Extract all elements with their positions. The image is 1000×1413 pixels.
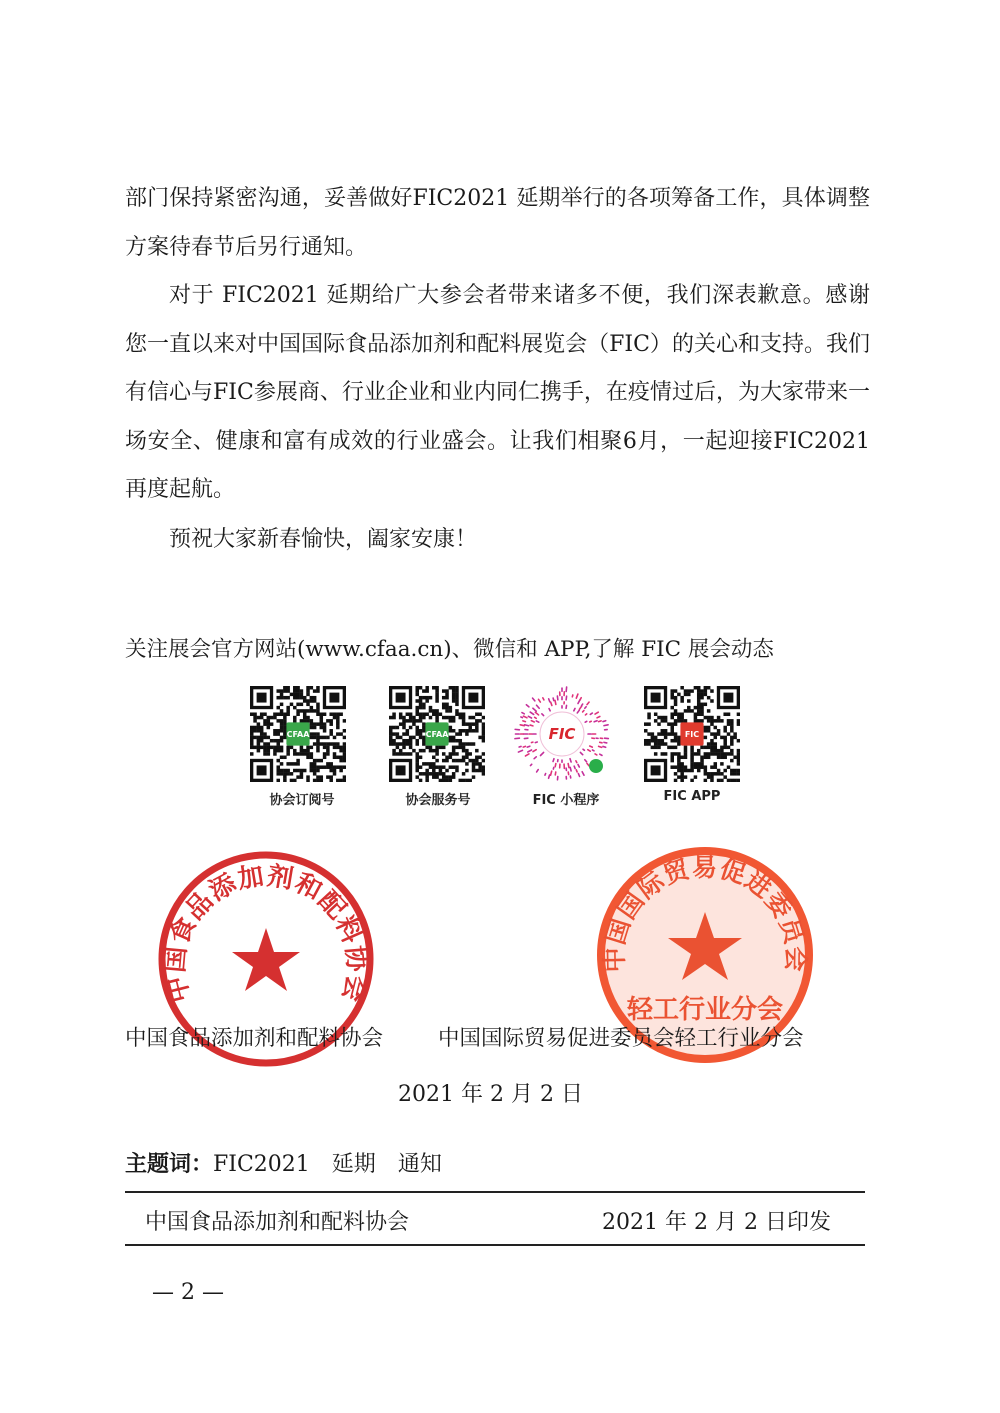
follow-notice: 关注展会官方网站(www.cfaa.cn)、微信和 APP,了解 FIC 展会动态 bbox=[125, 637, 774, 662]
qr-label-subscription: 协会订阅号 bbox=[269, 793, 335, 808]
keywords-label: 主题词： bbox=[125, 1152, 214, 1177]
svg-text:FIC: FIC bbox=[684, 729, 700, 739]
svg-text:CFAA: CFAA bbox=[286, 729, 310, 739]
keywords-line bbox=[125, 1148, 442, 1182]
qr-label-mini-program: FIC 小程序 bbox=[532, 793, 600, 808]
footer-issue-date: 2021 年 2 月 2 日印发 bbox=[602, 1210, 831, 1235]
document-date: 2021 年 2 月 2 日 bbox=[398, 1082, 583, 1107]
body-paragraph-3: 预祝大家新春愉快，阖家安康！ bbox=[169, 527, 478, 552]
keyword-item: 通知 bbox=[397, 1152, 442, 1177]
body-paragraph-1: 部门保持紧密沟通，妥善做好FIC2021 延期举行的各项筹备工作，具体调整方案待春节后另行通知。 bbox=[125, 186, 870, 260]
seal-left-text: 中国食品添加剂和配料协会 bbox=[160, 861, 372, 1006]
signature-left: 中国食品添加剂和配料协会 bbox=[125, 1026, 384, 1051]
keyword-item: 延期 bbox=[331, 1152, 376, 1177]
footer-issuer: 中国食品添加剂和配料协会 bbox=[145, 1210, 410, 1235]
svg-text:FIC: FIC bbox=[548, 725, 576, 743]
signature-right: 中国国际贸易促进委员会轻工行业分会 bbox=[438, 1026, 804, 1051]
qr-code-service-icon[interactable] bbox=[389, 686, 485, 782]
divider-bottom bbox=[125, 1244, 865, 1246]
qr-code-subscription-icon[interactable] bbox=[250, 686, 346, 782]
divider-top bbox=[125, 1191, 865, 1193]
svg-text:CFAA: CFAA bbox=[425, 729, 449, 739]
qr-label-service: 协会服务号 bbox=[405, 793, 471, 808]
body-paragraph-2: 对于 FIC2021 延期给广大参会者带来诸多不便，我们深表歉意。感谢您一直以来对中国国际食品添加剂和配料展览会（FIC）的关心和支持。我们有信心与FIC参展商、行业企业和业内同仁携手，在疫情过后，为大家带来一场安全、健康和富有成效的行业盛会。让我们相聚6月，一起迎接FIC2021 再度起航。 bbox=[125, 283, 870, 502]
star-icon bbox=[232, 928, 300, 991]
seal-right-text: 中国国际贸易促进委员会 bbox=[599, 852, 811, 973]
mini-program-code-icon[interactable] bbox=[514, 686, 610, 782]
qr-label-app: FIC APP bbox=[663, 789, 721, 804]
page-number: — 2 — bbox=[152, 1280, 224, 1305]
qr-code-app-icon[interactable] bbox=[644, 686, 740, 782]
keyword-item: FIC2021 bbox=[213, 1152, 310, 1177]
seal-right-bottom-text: 轻工行业分会 bbox=[626, 995, 784, 1025]
